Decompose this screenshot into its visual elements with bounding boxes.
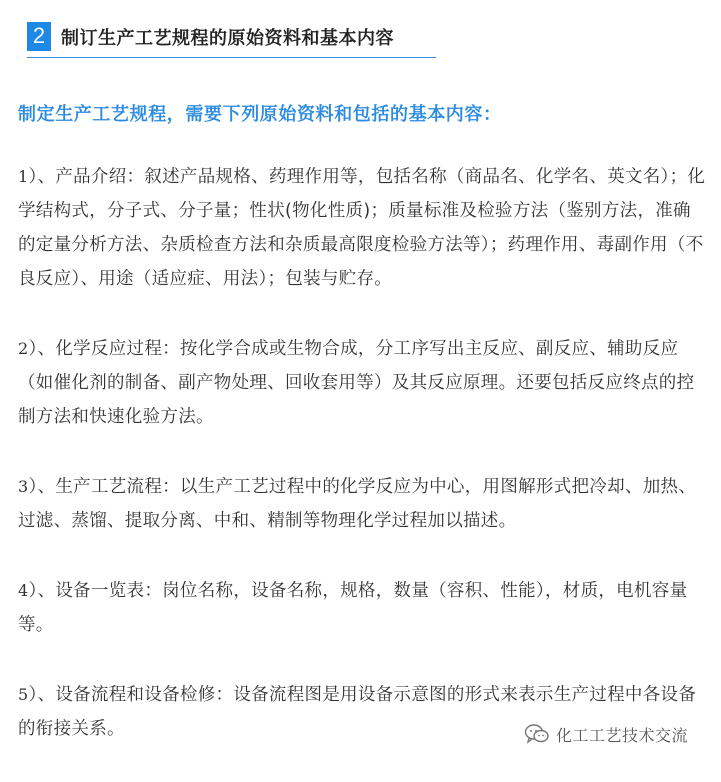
- item-number: 1: [18, 167, 29, 186]
- item-number: 5: [18, 685, 29, 704]
- section-header: [27, 17, 436, 58]
- wechat-icon: [524, 723, 550, 745]
- list-item: [18, 470, 708, 538]
- item-number: 3: [18, 477, 29, 496]
- article-body: [18, 160, 708, 782]
- list-item: [18, 332, 708, 434]
- item-text: ）、产品介绍：叙述产品规格、药理作用等，包括名称（商品名、化学名、英文名）；化学结构式，分子式、分子量；性状(物化性质)；质量标准及检验方法（鉴别方法，准确的定量分析方法、杂质检查方法和杂质最高限度检验方法等）；药理作用、毒副作用（不良反应）、用途（适应症、用法）；包装与贮存。: [18, 167, 706, 289]
- section-number-badge: 2: [27, 22, 51, 51]
- item-number: 2: [18, 339, 29, 358]
- item-text: ）、化学反应过程：按化学合成或生物合成，分工序写出主反应、副反应、辅助反应（如催化剂的制备、副产物处理、回收套用等）及其反应原理。还要包括反应终点的控制方法和快速化验方法。: [18, 339, 695, 427]
- intro-heading: 制定生产工艺规程，需要下列原始资料和包括的基本内容：: [18, 104, 502, 125]
- item-text: ）、设备一览表：岗位名称，设备名称，规格，数量（容积、性能），材质，电机容量等。: [18, 581, 688, 635]
- list-item: [18, 574, 708, 642]
- item-number: 4: [18, 581, 29, 600]
- section-title: 制订生产工艺规程的原始资料和基本内容: [61, 28, 394, 49]
- item-text: ）、设备流程和设备检修：设备流程图是用设备示意图的形式来表示生产过程中各设备的衔接关系。: [18, 685, 697, 739]
- watermark-text: 化工工艺技术交流: [556, 725, 689, 745]
- item-text: ）、生产工艺流程：以生产工艺过程中的化学反应为中心，用图解形式把冷却、加热、过滤、蒸馏、提取分离、中和、精制等物理化学过程加以描述。: [18, 477, 697, 531]
- watermark: [520, 720, 692, 748]
- list-item: [18, 160, 708, 296]
